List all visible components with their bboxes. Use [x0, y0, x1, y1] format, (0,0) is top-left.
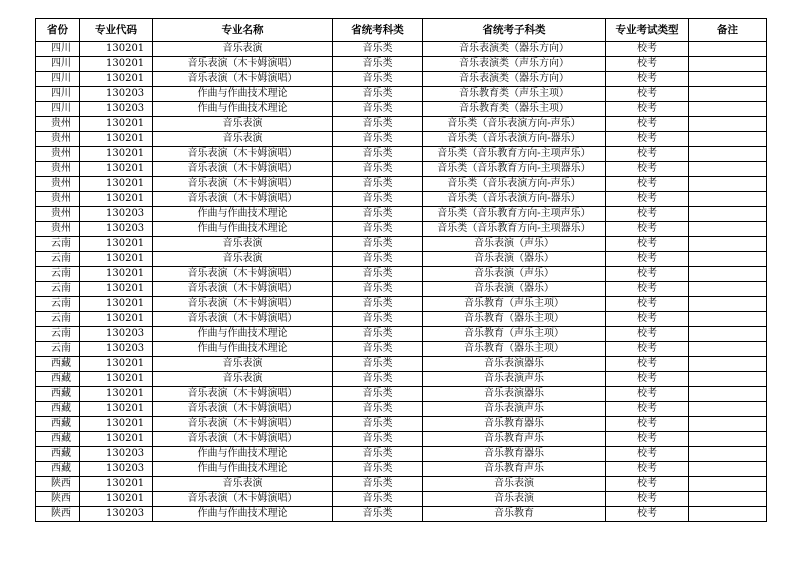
table-row [36, 177, 767, 192]
cell-province: 陕西 [36, 477, 80, 492]
cell-major-code: 130201 [80, 147, 153, 162]
cell-major-name: 作曲与作曲技术理论 [153, 207, 333, 222]
cell-exam-category: 音乐类 [333, 222, 423, 237]
cell-exam-subcategory: 音乐表演 [423, 477, 606, 492]
cell-exam-type: 校考 [606, 282, 689, 297]
cell-major-code: 130201 [80, 312, 153, 327]
cell-exam-type: 校考 [606, 387, 689, 402]
cell-exam-type: 校考 [606, 327, 689, 342]
cell-major-name: 音乐表演 [153, 372, 333, 387]
cell-exam-type: 校考 [606, 237, 689, 252]
table-row [36, 432, 767, 447]
cell-remarks [689, 492, 767, 507]
cell-exam-subcategory: 音乐表演（声乐） [423, 267, 606, 282]
cell-exam-category: 音乐类 [333, 147, 423, 162]
cell-province: 四川 [36, 102, 80, 117]
admission-table [35, 18, 767, 522]
table-row [36, 237, 767, 252]
cell-province: 贵州 [36, 132, 80, 147]
table-row [36, 327, 767, 342]
cell-exam-subcategory: 音乐教育 [423, 507, 606, 522]
cell-exam-subcategory: 音乐类（音乐表演方向-器乐） [423, 132, 606, 147]
cell-province: 云南 [36, 327, 80, 342]
cell-exam-type: 校考 [606, 42, 689, 57]
cell-major-code: 130201 [80, 42, 153, 57]
cell-exam-category: 音乐类 [333, 507, 423, 522]
cell-exam-subcategory: 音乐表演（声乐） [423, 237, 606, 252]
cell-major-code: 130203 [80, 222, 153, 237]
cell-remarks [689, 72, 767, 87]
header-exam-category: 省统考科类 [333, 19, 423, 42]
cell-major-name: 音乐表演（木卡姆演唱） [153, 162, 333, 177]
cell-major-name: 作曲与作曲技术理论 [153, 87, 333, 102]
cell-major-code: 130201 [80, 372, 153, 387]
header-exam-subcategory: 省统考子科类 [423, 19, 606, 42]
cell-exam-category: 音乐类 [333, 252, 423, 267]
cell-major-code: 130201 [80, 132, 153, 147]
table-row [36, 87, 767, 102]
cell-province: 四川 [36, 57, 80, 72]
cell-exam-type: 校考 [606, 477, 689, 492]
header-major-code: 专业代码 [80, 19, 153, 42]
cell-major-code: 130201 [80, 402, 153, 417]
cell-major-code: 130203 [80, 462, 153, 477]
cell-exam-category: 音乐类 [333, 327, 423, 342]
cell-major-name: 音乐表演（木卡姆演唱） [153, 297, 333, 312]
table-row [36, 267, 767, 282]
cell-remarks [689, 297, 767, 312]
cell-exam-category: 音乐类 [333, 462, 423, 477]
cell-exam-subcategory: 音乐类（音乐教育方向-主项声乐） [423, 207, 606, 222]
cell-exam-category: 音乐类 [333, 207, 423, 222]
cell-exam-category: 音乐类 [333, 162, 423, 177]
cell-exam-category: 音乐类 [333, 447, 423, 462]
cell-exam-type: 校考 [606, 207, 689, 222]
cell-major-name: 作曲与作曲技术理论 [153, 102, 333, 117]
cell-major-code: 130201 [80, 267, 153, 282]
cell-exam-type: 校考 [606, 252, 689, 267]
cell-province: 西藏 [36, 432, 80, 447]
table-row [36, 462, 767, 477]
table-row [36, 72, 767, 87]
cell-major-code: 130203 [80, 327, 153, 342]
table-row [36, 477, 767, 492]
cell-exam-category: 音乐类 [333, 357, 423, 372]
cell-exam-subcategory: 音乐类（音乐表演方向-声乐） [423, 117, 606, 132]
cell-major-code: 130201 [80, 117, 153, 132]
cell-exam-type: 校考 [606, 402, 689, 417]
cell-province: 西藏 [36, 387, 80, 402]
cell-exam-type: 校考 [606, 57, 689, 72]
cell-exam-subcategory: 音乐类（音乐教育方向-主项器乐） [423, 222, 606, 237]
table-body [36, 42, 767, 522]
cell-major-code: 130201 [80, 477, 153, 492]
cell-major-code: 130201 [80, 162, 153, 177]
cell-major-code: 130201 [80, 57, 153, 72]
cell-exam-subcategory: 音乐教育（器乐主项） [423, 342, 606, 357]
cell-remarks [689, 162, 767, 177]
cell-major-name: 作曲与作曲技术理论 [153, 222, 333, 237]
header-remarks: 备注 [689, 19, 767, 42]
cell-exam-type: 校考 [606, 507, 689, 522]
cell-exam-type: 校考 [606, 417, 689, 432]
cell-major-name: 音乐表演 [153, 477, 333, 492]
cell-exam-subcategory: 音乐表演类（器乐方向） [423, 42, 606, 57]
cell-province: 四川 [36, 72, 80, 87]
cell-major-code: 130203 [80, 102, 153, 117]
cell-exam-subcategory: 音乐表演 [423, 492, 606, 507]
cell-exam-subcategory: 音乐表演声乐 [423, 372, 606, 387]
cell-major-name: 作曲与作曲技术理论 [153, 447, 333, 462]
cell-major-name: 音乐表演 [153, 132, 333, 147]
cell-major-name: 音乐表演（木卡姆演唱） [153, 282, 333, 297]
cell-province: 西藏 [36, 357, 80, 372]
cell-province: 贵州 [36, 162, 80, 177]
cell-exam-subcategory: 音乐教育（器乐主项） [423, 312, 606, 327]
cell-exam-category: 音乐类 [333, 102, 423, 117]
cell-exam-category: 音乐类 [333, 297, 423, 312]
cell-exam-type: 校考 [606, 162, 689, 177]
cell-exam-category: 音乐类 [333, 342, 423, 357]
cell-major-code: 130201 [80, 72, 153, 87]
cell-exam-subcategory: 音乐教育声乐 [423, 432, 606, 447]
cell-exam-type: 校考 [606, 192, 689, 207]
cell-province: 贵州 [36, 222, 80, 237]
header-major-name: 专业名称 [153, 19, 333, 42]
cell-exam-subcategory: 音乐表演器乐 [423, 357, 606, 372]
cell-major-code: 130203 [80, 87, 153, 102]
table-row [36, 417, 767, 432]
cell-province: 贵州 [36, 207, 80, 222]
cell-major-code: 130201 [80, 387, 153, 402]
cell-exam-subcategory: 音乐表演（器乐） [423, 252, 606, 267]
cell-province: 云南 [36, 282, 80, 297]
cell-major-name: 音乐表演（木卡姆演唱） [153, 57, 333, 72]
cell-exam-type: 校考 [606, 132, 689, 147]
cell-remarks [689, 432, 767, 447]
cell-province: 贵州 [36, 117, 80, 132]
cell-exam-subcategory: 音乐类（音乐教育方向-主项声乐） [423, 147, 606, 162]
cell-remarks [689, 417, 767, 432]
table-row [36, 492, 767, 507]
cell-exam-type: 校考 [606, 297, 689, 312]
table-row [36, 387, 767, 402]
table-row [36, 42, 767, 57]
table-row [36, 162, 767, 177]
cell-remarks [689, 342, 767, 357]
cell-exam-category: 音乐类 [333, 237, 423, 252]
cell-exam-category: 音乐类 [333, 42, 423, 57]
cell-major-name: 音乐表演（木卡姆演唱） [153, 492, 333, 507]
table-row [36, 57, 767, 72]
cell-remarks [689, 402, 767, 417]
cell-exam-category: 音乐类 [333, 417, 423, 432]
table-row [36, 147, 767, 162]
cell-exam-subcategory: 音乐教育类（声乐主项） [423, 87, 606, 102]
cell-major-name: 音乐表演（木卡姆演唱） [153, 72, 333, 87]
cell-major-name: 音乐表演 [153, 357, 333, 372]
cell-major-name: 音乐表演 [153, 237, 333, 252]
table-row [36, 102, 767, 117]
cell-exam-type: 校考 [606, 492, 689, 507]
cell-major-name: 音乐表演（木卡姆演唱） [153, 402, 333, 417]
cell-remarks [689, 312, 767, 327]
cell-exam-subcategory: 音乐教育器乐 [423, 447, 606, 462]
cell-major-code: 130201 [80, 282, 153, 297]
cell-major-code: 130201 [80, 417, 153, 432]
cell-major-code: 130201 [80, 252, 153, 267]
cell-exam-category: 音乐类 [333, 432, 423, 447]
table-row [36, 282, 767, 297]
cell-remarks [689, 237, 767, 252]
table-row [36, 252, 767, 267]
cell-exam-subcategory: 音乐类（音乐表演方向-声乐） [423, 177, 606, 192]
cell-major-code: 130203 [80, 447, 153, 462]
cell-exam-type: 校考 [606, 87, 689, 102]
cell-remarks [689, 132, 767, 147]
cell-province: 西藏 [36, 462, 80, 477]
cell-province: 西藏 [36, 417, 80, 432]
cell-exam-subcategory: 音乐表演类（器乐方向） [423, 72, 606, 87]
cell-exam-category: 音乐类 [333, 117, 423, 132]
cell-exam-category: 音乐类 [333, 192, 423, 207]
cell-remarks [689, 357, 767, 372]
table-row [36, 222, 767, 237]
cell-remarks [689, 102, 767, 117]
cell-province: 云南 [36, 297, 80, 312]
table-row [36, 117, 767, 132]
cell-exam-subcategory: 音乐表演器乐 [423, 387, 606, 402]
cell-province: 云南 [36, 237, 80, 252]
cell-remarks [689, 477, 767, 492]
cell-exam-subcategory: 音乐表演类（声乐方向） [423, 57, 606, 72]
table-row [36, 297, 767, 312]
header-row [36, 19, 767, 42]
table-row [36, 312, 767, 327]
cell-exam-category: 音乐类 [333, 492, 423, 507]
admission-table-container [35, 18, 767, 522]
cell-province: 云南 [36, 267, 80, 282]
cell-remarks [689, 147, 767, 162]
table-row [36, 342, 767, 357]
cell-province: 云南 [36, 312, 80, 327]
cell-major-code: 130203 [80, 507, 153, 522]
cell-exam-subcategory: 音乐类（音乐表演方向-器乐） [423, 192, 606, 207]
cell-remarks [689, 87, 767, 102]
table-row [36, 507, 767, 522]
cell-remarks [689, 387, 767, 402]
cell-exam-type: 校考 [606, 372, 689, 387]
cell-province: 西藏 [36, 402, 80, 417]
cell-remarks [689, 282, 767, 297]
cell-province: 云南 [36, 252, 80, 267]
table-row [36, 372, 767, 387]
cell-exam-subcategory: 音乐教育（声乐主项） [423, 297, 606, 312]
cell-major-code: 130201 [80, 237, 153, 252]
cell-province: 云南 [36, 342, 80, 357]
table-row [36, 447, 767, 462]
cell-exam-subcategory: 音乐教育器乐 [423, 417, 606, 432]
cell-exam-category: 音乐类 [333, 177, 423, 192]
cell-remarks [689, 192, 767, 207]
cell-province: 陕西 [36, 492, 80, 507]
cell-major-name: 音乐表演（木卡姆演唱） [153, 147, 333, 162]
cell-major-code: 130201 [80, 177, 153, 192]
cell-province: 贵州 [36, 177, 80, 192]
header-exam-type: 专业考试类型 [606, 19, 689, 42]
cell-remarks [689, 507, 767, 522]
cell-exam-category: 音乐类 [333, 402, 423, 417]
cell-exam-type: 校考 [606, 72, 689, 87]
cell-remarks [689, 252, 767, 267]
cell-exam-type: 校考 [606, 432, 689, 447]
cell-major-name: 作曲与作曲技术理论 [153, 342, 333, 357]
cell-remarks [689, 462, 767, 477]
cell-major-code: 130203 [80, 207, 153, 222]
cell-exam-type: 校考 [606, 147, 689, 162]
cell-major-name: 音乐表演（木卡姆演唱） [153, 432, 333, 447]
cell-remarks [689, 57, 767, 72]
cell-major-name: 音乐表演 [153, 117, 333, 132]
cell-major-code: 130201 [80, 297, 153, 312]
cell-province: 西藏 [36, 447, 80, 462]
cell-major-code: 130201 [80, 192, 153, 207]
cell-major-name: 音乐表演（木卡姆演唱） [153, 417, 333, 432]
cell-exam-category: 音乐类 [333, 282, 423, 297]
table-row [36, 357, 767, 372]
cell-exam-category: 音乐类 [333, 312, 423, 327]
cell-major-code: 130201 [80, 357, 153, 372]
cell-exam-subcategory: 音乐教育类（器乐主项） [423, 102, 606, 117]
cell-province: 陕西 [36, 507, 80, 522]
cell-exam-category: 音乐类 [333, 132, 423, 147]
cell-remarks [689, 267, 767, 282]
cell-exam-type: 校考 [606, 462, 689, 477]
table-row [36, 192, 767, 207]
cell-remarks [689, 42, 767, 57]
cell-exam-category: 音乐类 [333, 72, 423, 87]
cell-major-name: 音乐表演 [153, 42, 333, 57]
cell-remarks [689, 222, 767, 237]
cell-exam-subcategory: 音乐教育声乐 [423, 462, 606, 477]
cell-exam-category: 音乐类 [333, 477, 423, 492]
cell-exam-type: 校考 [606, 267, 689, 282]
cell-exam-category: 音乐类 [333, 387, 423, 402]
cell-exam-subcategory: 音乐类（音乐教育方向-主项器乐） [423, 162, 606, 177]
cell-major-name: 音乐表演（木卡姆演唱） [153, 177, 333, 192]
cell-major-name: 音乐表演（木卡姆演唱） [153, 312, 333, 327]
cell-province: 贵州 [36, 192, 80, 207]
header-province: 省份 [36, 19, 80, 42]
cell-exam-category: 音乐类 [333, 57, 423, 72]
cell-exam-type: 校考 [606, 312, 689, 327]
cell-exam-type: 校考 [606, 117, 689, 132]
cell-exam-category: 音乐类 [333, 267, 423, 282]
cell-remarks [689, 177, 767, 192]
cell-exam-type: 校考 [606, 342, 689, 357]
cell-province: 西藏 [36, 372, 80, 387]
cell-major-name: 音乐表演（木卡姆演唱） [153, 192, 333, 207]
cell-exam-type: 校考 [606, 447, 689, 462]
cell-remarks [689, 447, 767, 462]
cell-province: 四川 [36, 42, 80, 57]
cell-major-name: 作曲与作曲技术理论 [153, 327, 333, 342]
cell-major-code: 130203 [80, 342, 153, 357]
cell-remarks [689, 207, 767, 222]
cell-exam-type: 校考 [606, 177, 689, 192]
cell-exam-category: 音乐类 [333, 87, 423, 102]
cell-exam-subcategory: 音乐表演（器乐） [423, 282, 606, 297]
table-row [36, 402, 767, 417]
table-row [36, 207, 767, 222]
cell-major-code: 130201 [80, 492, 153, 507]
cell-major-name: 音乐表演（木卡姆演唱） [153, 387, 333, 402]
cell-exam-subcategory: 音乐教育（声乐主项） [423, 327, 606, 342]
cell-exam-type: 校考 [606, 102, 689, 117]
cell-exam-category: 音乐类 [333, 372, 423, 387]
cell-remarks [689, 372, 767, 387]
cell-exam-type: 校考 [606, 357, 689, 372]
cell-major-code: 130201 [80, 432, 153, 447]
cell-exam-subcategory: 音乐表演声乐 [423, 402, 606, 417]
cell-remarks [689, 117, 767, 132]
cell-remarks [689, 327, 767, 342]
cell-exam-type: 校考 [606, 222, 689, 237]
cell-major-name: 音乐表演 [153, 252, 333, 267]
cell-major-name: 音乐表演（木卡姆演唱） [153, 267, 333, 282]
cell-major-name: 作曲与作曲技术理论 [153, 507, 333, 522]
cell-province: 贵州 [36, 147, 80, 162]
cell-major-name: 作曲与作曲技术理论 [153, 462, 333, 477]
cell-province: 四川 [36, 87, 80, 102]
table-row [36, 132, 767, 147]
